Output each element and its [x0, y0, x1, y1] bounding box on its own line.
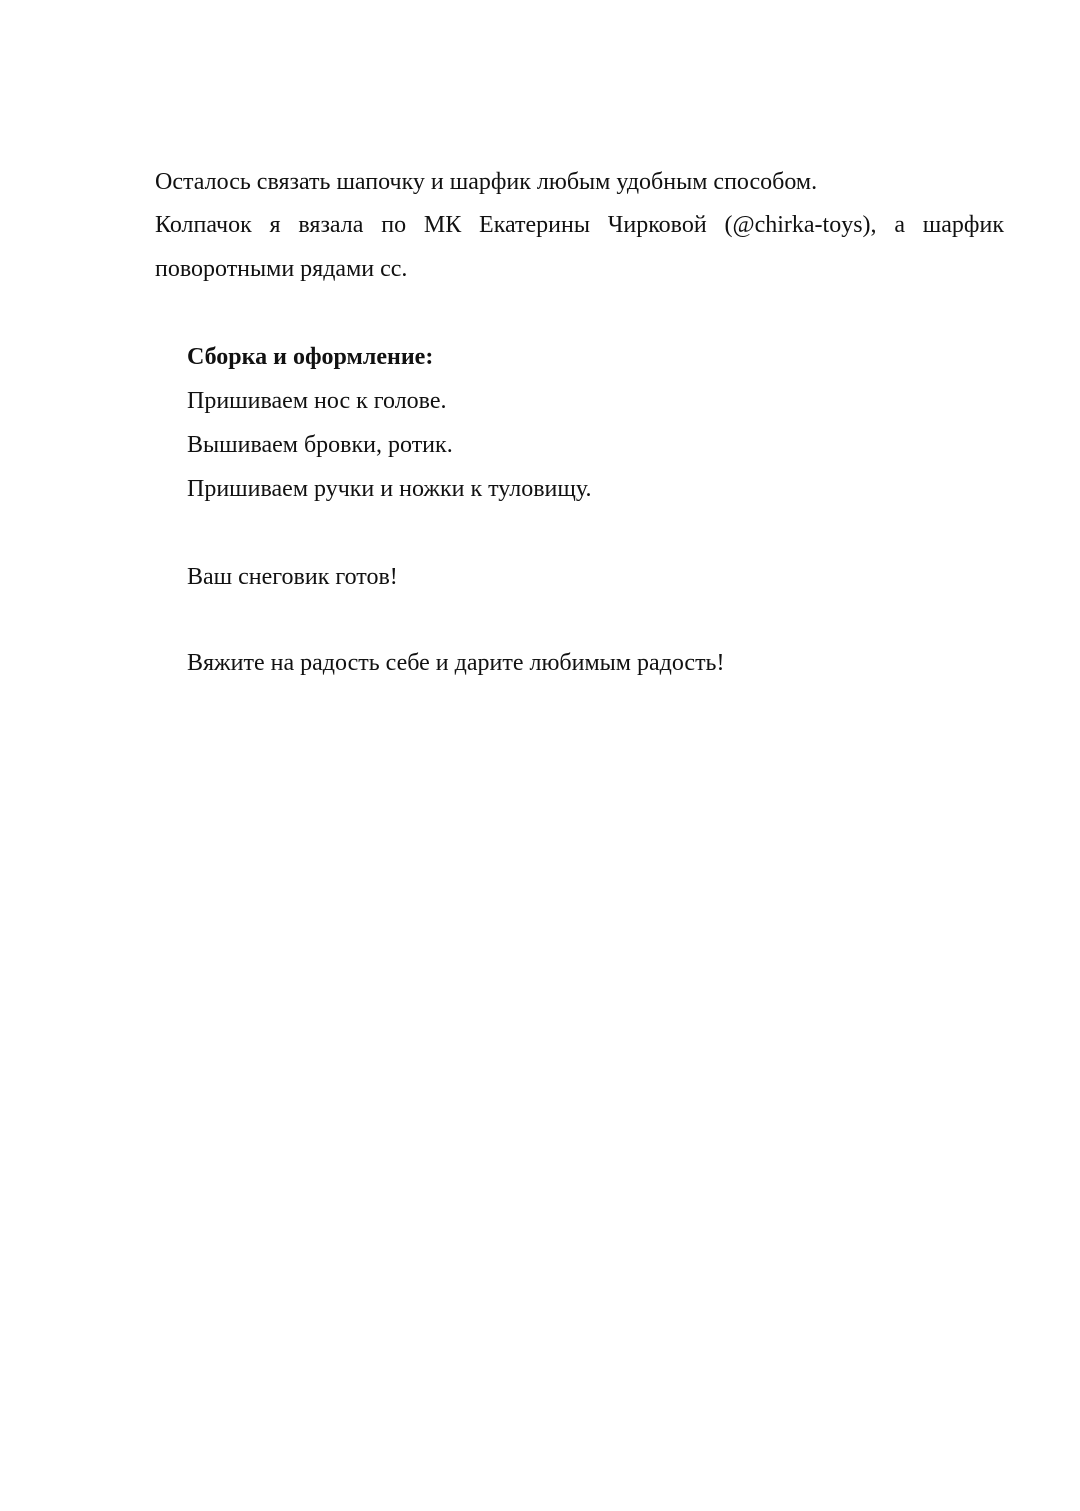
assembly-step-1: Пришиваем нос к голове. — [187, 388, 447, 414]
intro-line-1: Осталось связать шапочку и шарфик любым удобным способом. — [155, 169, 818, 195]
closing-text: Вяжите на радость себе и дарите любимым радость! — [187, 650, 725, 676]
assembly-step-3: Пришиваем ручки и ножки к туловищу. — [187, 476, 592, 502]
assembly-heading: Сборка и оформление: — [187, 344, 434, 370]
intro-line-3: поворотными рядами сс. — [155, 256, 408, 282]
intro-line-2: Колпачок я вязала по МК Екатерины Чирковой (@chirka-toys), а шарфик — [155, 212, 1004, 238]
assembly-step-2: Вышиваем бровки, ротик. — [187, 432, 453, 458]
ready-text: Ваш снеговик готов! — [187, 564, 398, 590]
